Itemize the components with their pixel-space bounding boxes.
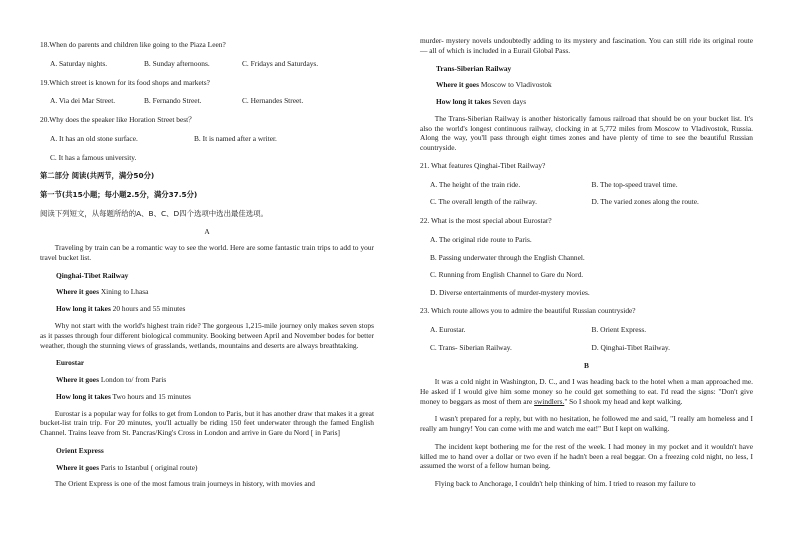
trans-siberian-where xyxy=(436,80,753,90)
where-value: Moscow to Vladivostok xyxy=(478,80,552,90)
where-label: Where it goes xyxy=(56,287,99,297)
paragraph-text: It was a cold night in Washington, D. C., and I was heading back to the hotel when a man approached me. He asked if I would give him some money so he could get something to eat. I'd read the signs: "Don't give money to beggars as most of them are xyxy=(420,377,753,406)
option-c: C. Fridays and Saturdays. xyxy=(242,58,319,68)
option-c: C. Running from English Channel to Gare du Nord. xyxy=(430,270,584,280)
option-d: D. The varied zones along the route. xyxy=(591,197,699,207)
question-22: 22. What is the most special about Eurostar? xyxy=(420,216,552,226)
question-23-options xyxy=(430,325,753,353)
option-b: B. The top-speed travel time. xyxy=(591,179,678,189)
qinghai-where xyxy=(56,287,374,297)
trans-siberian-body: The Trans-Siberian Railway is another historically famous railroad that should be on your bucket list. It's also the world's longest continuous railway, clocking in at 5,772 miles from Moscow to Vladivostok, Russia. Along the way, you'll pass through eight times zones and have plenty of time to see the beautiful Russian countryside. xyxy=(420,113,753,153)
eurostar-duration xyxy=(56,392,374,402)
where-value: Xining to Lhasa xyxy=(98,287,149,297)
option-c: C. The overall length of the railway. xyxy=(430,197,537,207)
option-a: A. The original ride route to Paris. xyxy=(430,234,532,244)
passage-b-paragraph-2: I wasn't prepared for a reply, but with no hesitation, he followed me and said, "I really am homeless and I really am hungry! You can come with me and watch me eat!" But I kept on walking. xyxy=(420,414,753,434)
passage-intro: Traveling by train can be a romantic way to see the world. Here are some fantastic train trips to add to your travel bucket list. xyxy=(40,243,374,262)
option-a: A. The height of the train ride. xyxy=(430,179,521,189)
option-a: A. Via dei Mar Street. xyxy=(50,96,116,106)
passage-b-paragraph-1 xyxy=(420,377,753,406)
right-column xyxy=(420,36,753,497)
paragraph-text: " So I shook my head and kept walking. xyxy=(564,396,683,406)
question-22-options xyxy=(420,235,753,298)
instruction-text: 阅读下列短文，从每题所给的A、B、C、D四个选项中选出最佳选项。 xyxy=(40,208,268,218)
option-b: B. It is named after a writer. xyxy=(194,133,277,143)
passage-b-label: B xyxy=(584,361,589,371)
where-label: Where it goes xyxy=(436,80,479,90)
where-value: Paris to Istanbul ( original route) xyxy=(98,462,198,472)
orient-title: Orient Express xyxy=(56,445,104,455)
option-c: C. Hernandes Street. xyxy=(242,96,304,106)
question-23: 23. Which route allows you to admire the beautiful Russian countryside? xyxy=(420,306,636,316)
option-a: A. Eurostar. xyxy=(430,324,466,334)
left-column xyxy=(40,40,374,497)
option-a: A. Saturday nights. xyxy=(50,58,108,68)
question-20-options-row2 xyxy=(50,153,374,163)
eurostar-body: Eurostar is a popular way for folks to get from London to Paris, but it has another draw that makes it a great bucket-list train trip. For 20 minutes, you'll actually be riding 150 feet underwater through the famed English Channel. Trains leave from St. Pancras/King's Cross in London and arrive in Gare du Nord [ in Paris] xyxy=(40,408,374,438)
qinghai-title: Qinghai-Tibet Railway xyxy=(56,270,129,280)
option-b: B. Passing underwater through the English Channel. xyxy=(430,252,585,262)
section-one-heading: 第一节(共15小题；每小题2.5分，满分37.5分) xyxy=(40,189,198,199)
where-value: London to/ from Paris xyxy=(98,375,167,385)
duration-label: How long it takes xyxy=(56,304,111,314)
passage-b-paragraph-4: Flying back to Anchorage, I couldn't help thinking of him. I tried to reason my failure to xyxy=(434,479,696,489)
question-19: 19.Which street is known for its food shops and markets? xyxy=(40,77,210,87)
question-18-options xyxy=(50,59,374,69)
option-b: B. Fernando Street. xyxy=(144,96,202,106)
question-20-options xyxy=(50,134,374,144)
option-b: B. Sunday afternoons. xyxy=(144,58,210,68)
duration-value: Two hours and 15 minutes xyxy=(110,391,191,401)
option-a: A. It has an old stone surface. xyxy=(50,133,138,143)
question-18: 18.When do parents and children like going to the Piaza Leen? xyxy=(40,40,226,49)
eurostar-where xyxy=(56,375,374,385)
part-two-heading: 第二部分 阅读(共两节，满分50分) xyxy=(40,171,155,181)
orient-body-continued: murder- mystery novels undoubtedly adding to its mystery and fascination. You can still ride its original route — all of which is included in a Eurail Global Pass. xyxy=(420,36,753,55)
question-21: 21. What features Qinghai-Tibet Railway? xyxy=(420,160,546,170)
option-c: C. Trans- Siberian Railway. xyxy=(430,342,512,352)
option-d: D. Diverse entertainments of murder-mystery movies. xyxy=(430,288,590,298)
eurostar-title: Eurostar xyxy=(56,358,85,368)
option-d: D. Qinghai-Tibet Railway. xyxy=(591,342,670,352)
duration-label: How long it takes xyxy=(436,97,491,107)
trans-siberian-title: Trans-Siberian Railway xyxy=(436,63,512,73)
where-label: Where it goes xyxy=(56,375,99,385)
orient-body: The Orient Express is one of the most famous train journeys in history, with movies and xyxy=(54,479,315,489)
duration-value: Seven days xyxy=(490,97,527,107)
where-label: Where it goes xyxy=(56,462,99,472)
question-21-options xyxy=(430,180,753,208)
passage-b-paragraph-3: The incident kept bothering me for the rest of the week. I had money in my pocket and it wouldn't have killed me to hand over a dollar or two even if he hadn't been a real beggar. On a freezing cold night, no less, I assumed the worst of a fellow human being. xyxy=(420,441,753,471)
question-19-options xyxy=(50,96,374,106)
duration-value: 20 hours and 55 minutes xyxy=(110,304,186,314)
trans-siberian-duration xyxy=(436,97,753,107)
qinghai-body: Why not start with the world's highest train ride? The gorgeous 1,215-mile journey only makes seven stops as it passes through four different biological community. Booking between April and November bodes for better weather, though the stunning views of grasslands, wetlands, mountains and deserts are always breathtaking. xyxy=(40,320,374,350)
question-20: 20.Why does the speaker like Horation Street best？ xyxy=(40,115,196,125)
underlined-word: swindlers. xyxy=(534,396,565,406)
passage-a-label: A xyxy=(204,227,210,237)
option-b: B. Orient Express. xyxy=(591,324,647,334)
qinghai-duration xyxy=(56,304,374,314)
option-c: C. It has a famous university. xyxy=(50,152,137,162)
duration-label: How long it takes xyxy=(56,391,111,401)
orient-where xyxy=(56,463,374,473)
